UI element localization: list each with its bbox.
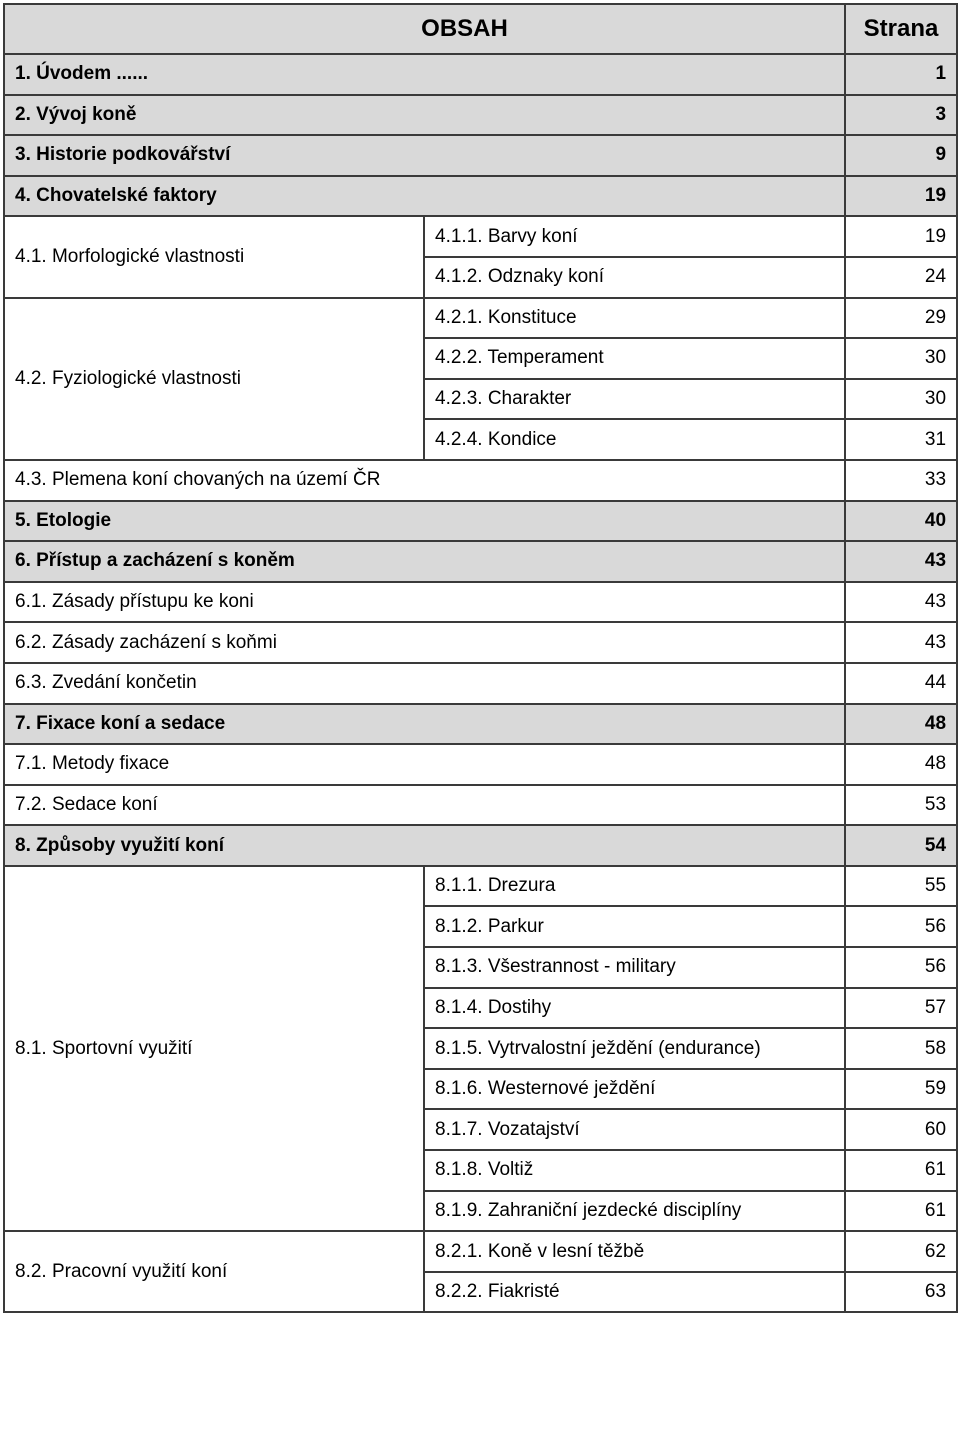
page-column-header: Strana <box>845 4 957 54</box>
toc-entry-label: 8.2.1. Koně v lesní těžbě <box>424 1231 845 1272</box>
toc-section-row <box>4 54 957 95</box>
toc-page-number: 61 <box>845 1150 957 1191</box>
toc-subentry-row <box>4 866 957 907</box>
toc-page-number: 44 <box>845 663 957 704</box>
toc-entry-label: 8.1.8. Voltiž <box>424 1150 845 1191</box>
toc-entry-label: 8.1.5. Vytrvalostní ježdění (endurance) <box>424 1028 845 1069</box>
toc-entry-label: 6.2. Zásady zacházení s koňmi <box>4 622 845 663</box>
toc-page-number: 57 <box>845 988 957 1029</box>
toc-entry-label: 8.1.7. Vozatajství <box>424 1109 845 1150</box>
toc-entry-label: 8.2.2. Fiakristé <box>424 1272 845 1313</box>
toc-section-label: 4. Chovatelské faktory <box>4 176 845 217</box>
toc-section-label: 8. Způsoby využití koní <box>4 825 845 866</box>
toc-section-row <box>4 135 957 176</box>
toc-entry-label: 4.2.2. Temperament <box>424 338 845 379</box>
toc-entry-label: 8.1.9. Zahraniční jezdecké disciplíny <box>424 1191 845 1232</box>
toc-page-number: 40 <box>845 501 957 542</box>
toc-subentry-row <box>4 216 957 257</box>
toc-section-label: 5. Etologie <box>4 501 845 542</box>
toc-entry-label: 6.3. Zvedání končetin <box>4 663 845 704</box>
toc-page-number: 33 <box>845 460 957 501</box>
toc-entry-label: 4.3. Plemena koní chovaných na území ČR <box>4 460 845 501</box>
toc-entry-label: 4.1.1. Barvy koní <box>424 216 845 257</box>
toc-page-number: 55 <box>845 866 957 907</box>
toc-section-label: 1. Úvodem ...... <box>4 54 845 95</box>
toc-page-number: 63 <box>845 1272 957 1313</box>
toc-group-label: 8.1. Sportovní využití <box>4 866 424 1231</box>
toc-page-number: 58 <box>845 1028 957 1069</box>
toc-page-number: 48 <box>845 744 957 785</box>
toc-entry-row <box>4 622 957 663</box>
toc-entry-label: 7.2. Sedace koní <box>4 785 845 826</box>
toc-section-row <box>4 95 957 136</box>
toc-subentry-row <box>4 1231 957 1272</box>
toc-section-label: 7. Fixace koní a sedace <box>4 704 845 745</box>
toc-entry-label: 8.1.1. Drezura <box>424 866 845 907</box>
toc-section-row <box>4 825 957 866</box>
toc-entry-row <box>4 663 957 704</box>
toc-entry-row <box>4 460 957 501</box>
toc-entry-label: 8.1.6. Westernové ježdění <box>424 1069 845 1110</box>
toc-page-number: 48 <box>845 704 957 745</box>
toc-section-row <box>4 541 957 582</box>
toc-section-row <box>4 704 957 745</box>
toc-page-number: 54 <box>845 825 957 866</box>
toc-entry-label: 8.1.2. Parkur <box>424 906 845 947</box>
toc-entry-label: 8.1.4. Dostihy <box>424 988 845 1029</box>
toc-entry-label: 4.2.4. Kondice <box>424 419 845 460</box>
toc-entry-label: 7.1. Metody fixace <box>4 744 845 785</box>
toc-page-number: 30 <box>845 338 957 379</box>
toc-page-number: 1 <box>845 54 957 95</box>
toc-page-number: 59 <box>845 1069 957 1110</box>
toc-section-row <box>4 176 957 217</box>
toc-page-number: 61 <box>845 1191 957 1232</box>
toc-page-number: 29 <box>845 298 957 339</box>
toc-group-label: 4.1. Morfologické vlastnosti <box>4 216 424 297</box>
toc-entry-row <box>4 744 957 785</box>
toc-entry-label: 8.1.3. Všestrannost - military <box>424 947 845 988</box>
toc-page-number: 19 <box>845 216 957 257</box>
toc-section-label: 2. Vývoj koně <box>4 95 845 136</box>
toc-group-label: 4.2. Fyziologické vlastnosti <box>4 298 424 460</box>
toc-page-number: 62 <box>845 1231 957 1272</box>
toc-subentry-row <box>4 298 957 339</box>
toc-page-number: 31 <box>845 419 957 460</box>
toc-page-number: 56 <box>845 906 957 947</box>
toc-entry-label: 6.1. Zásady přístupu ke koni <box>4 582 845 623</box>
toc-page-number: 3 <box>845 95 957 136</box>
toc-entry-label: 4.2.3. Charakter <box>424 379 845 420</box>
toc-page-number: 43 <box>845 622 957 663</box>
toc-page-number: 43 <box>845 582 957 623</box>
toc-page-number: 19 <box>845 176 957 217</box>
toc-section-label: 6. Přístup a zacházení s koněm <box>4 541 845 582</box>
table-of-contents <box>3 3 958 1313</box>
toc-entry-row <box>4 785 957 826</box>
toc-page-number: 30 <box>845 379 957 420</box>
toc-page-number: 56 <box>845 947 957 988</box>
toc-page-number: 24 <box>845 257 957 298</box>
toc-group-label: 8.2. Pracovní využití koní <box>4 1231 424 1312</box>
toc-page-number: 60 <box>845 1109 957 1150</box>
toc-page-number: 43 <box>845 541 957 582</box>
toc-page-number: 9 <box>845 135 957 176</box>
toc-entry-row <box>4 582 957 623</box>
toc-title: OBSAH <box>4 4 845 54</box>
toc-entry-label: 4.1.2. Odznaky koní <box>424 257 845 298</box>
toc-header-row <box>4 4 957 54</box>
toc-page-number: 53 <box>845 785 957 826</box>
toc-section-label: 3. Historie podkovářství <box>4 135 845 176</box>
toc-section-row <box>4 501 957 542</box>
toc-entry-label: 4.2.1. Konstituce <box>424 298 845 339</box>
